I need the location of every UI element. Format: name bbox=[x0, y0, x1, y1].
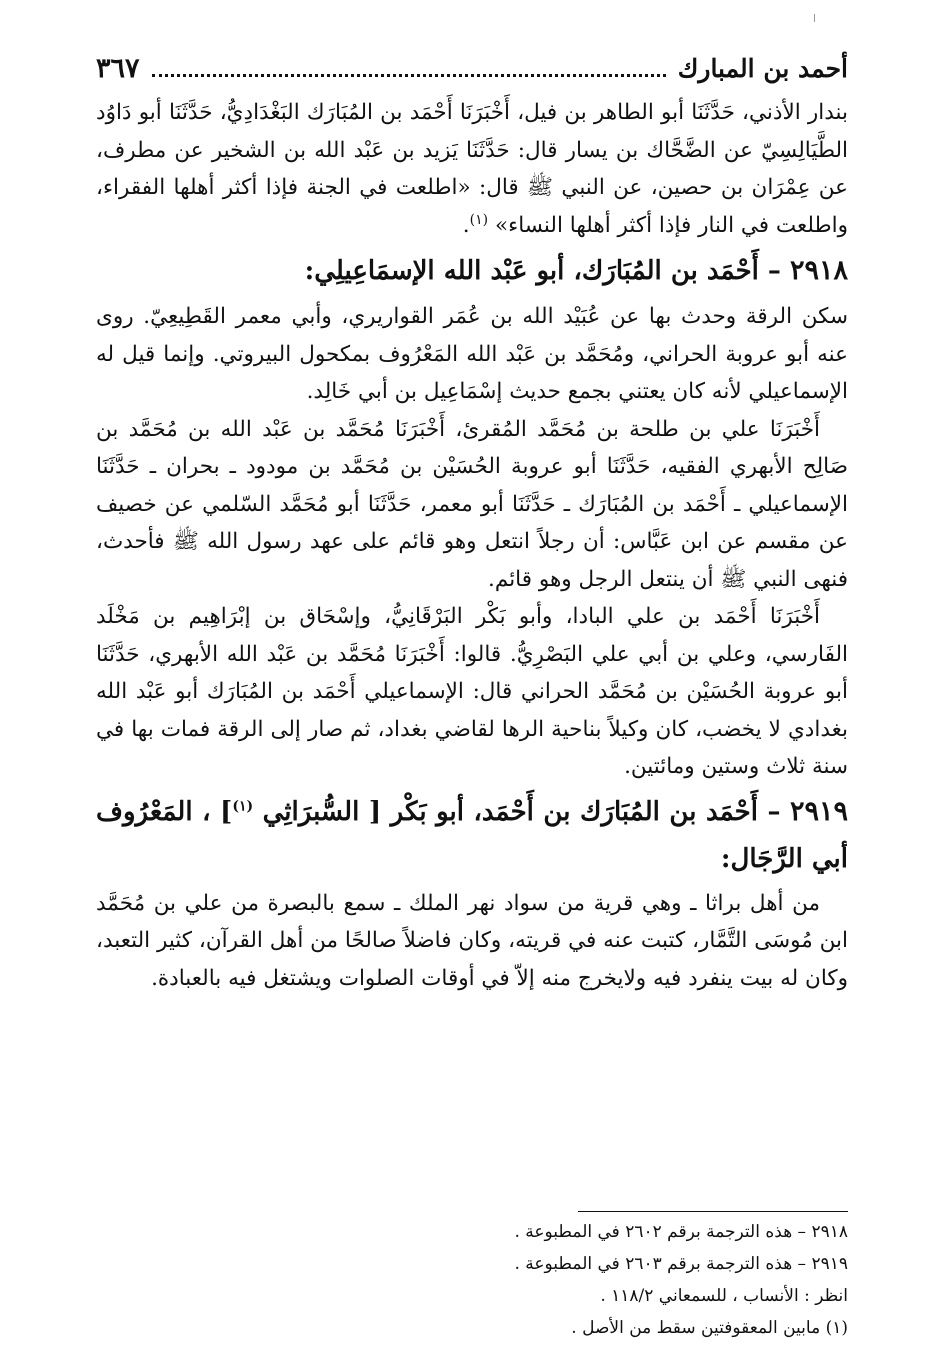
entry-2918-paragraph-2: أَخْبَرَنَا علي بن طلحة بن مُحَمَّد المُقرئ، أَخْبَرَنَا مُحَمَّد بن عَبْد الله بن مُحَمَّد بن صَالِح الأبهري الفقيه، حَدَّثَنَا أبو عروبة الحُسَيْن بن مُحَمَّد بن مودود ـ بحران ـ حَدَّثَنَا الإسماعيلي ـ أَحْمَد بن المُبَارَك ـ حَدَّثَنَا أبو معمر، حَدَّثَنَا أبو مُحَمَّد السّلمي عن خصيف عن مقسم عن ابن عَبَّاس: أن رجلاً انتعل وهو قائم على عهد رسول الله ﷺ فأحدث، فنهى النبي ﷺ أن ينتعل الرجل وهو قائم. bbox=[96, 416, 848, 592]
footnote-divider bbox=[578, 1211, 848, 1212]
entry-2918-paragraph-1: سكن الرقة وحدث بها عن عُبَيْد الله بن عُمَر القواريري، وأبي معمر القَطِيعِيّ. روى عنه أبو عروبة الحراني، ومُحَمَّد بن عَبْد الله المَعْرُوف بمكحول البيروتي. وإنما قيل له الإسماعيلي لأنه كان يعتني بجمع حديث إسْمَاعِيل بن أبي خَالِد. bbox=[96, 304, 848, 404]
footnote-ref: (١) bbox=[469, 211, 489, 228]
running-header bbox=[96, 48, 848, 88]
entry-2918-paragraph-3: أَخْبَرَنَا أَحْمَد بن علي البادا، وأبو بَكْر البَرْقَانِيُّ، وإسْحَاق بن إبْرَاهِيم بن مَخْلَد الفَارسي، وعلي بن أبي علي البَصْرِيُّ. قالوا: أَخْبَرَنَا مُحَمَّد بن عَبْد الله الأبهري، حَدَّثَنَا أبو عروبة الحُسَيْن بن مُحَمَّد الحراني قال: الإسماعيلي أَحْمَد بن المُبَارَك أبو عَبْد الله بغدادي لا يخضب، كان وكيلاً بناحية الرها لقاضي بغداد، ثم صار إلى الرقة فمات بها في سنة ثلاث وستين ومائتين. bbox=[96, 604, 848, 779]
entry-title-part-b: ] ، المَعْرُوف أبي الرَّجَال: bbox=[96, 796, 848, 874]
main-text bbox=[96, 94, 848, 997]
entry-number: ٢٩١٨ bbox=[789, 255, 848, 286]
footnotes bbox=[96, 1216, 848, 1344]
header-dot-leader bbox=[152, 60, 666, 77]
entry-number: ٢٩١٩ bbox=[789, 795, 848, 827]
header-title: أحمد بن المبارك bbox=[677, 53, 848, 83]
footnote-line: ٢٩١٩ – هذه الترجمة برقم ٢٦٠٣ في المطبوعة . bbox=[514, 1254, 848, 1274]
intro-paragraph: بندار الأذني، حَدَّثَنَا أبو الطاهر بن فيل، أَخْبَرَنَا أَحْمَد بن المُبَارَك البَغْدَادِيُّ، حَدَّثَنَا أبو دَاوُد الطَّيَالِسِيّ عن الضَّحَّاك بن يسار قال: حَدَّثَنَا يَزيد بن عَبْد الله بن الشخير عن مطرف، عن عِمْرَان بن حصين، عن النبي ﷺ قال: «اطلعت في الجنة فإذا أكثر أهلها الفقراء، واطلعت في النار فإذا أكثر أهلها النساء» $^{(١)}$. bbox=[96, 100, 848, 238]
entry-2919-paragraph-1: من أهل براثا ـ وهي قرية من سواد نهر الملك ـ سمع بالبصرة من علي بن مُحَمَّد ابن مُوسَى التَّمَّار، كتبت عنه في قريته، وكان فاضلاً صالحًا من أهل القرآن، كثير التعبد، وكان له بيت ينفرد فيه ولايخرج منه إلاّ في أوقات الصلوات ويشتغل فيه بالعبادة. bbox=[96, 890, 848, 991]
entry-heading-2919 bbox=[96, 788, 848, 883]
intro-text: بندار الأذني، حَدَّثَنَا أبو الطاهر بن فيل، أَخْبَرَنَا أَحْمَد بن المُبَارَك البَغْدَادِيُّ، حَدَّثَنَا أبو دَاوُد الطَّيَالِسِيّ عن الضَّحَّاك بن يسار قال: حَدَّثَنَا يَزيد بن عَبْد الله بن الشخير عن مطرف، عن عِمْرَان بن حصين، عن النبي ﷺ قال: «اطلعت في الجنة فإذا أكثر أهلها الفقراء، واطلعت في النار فإذا أكثر أهلها النساء» bbox=[96, 100, 848, 238]
scan-mark bbox=[814, 14, 819, 22]
entry-heading-2918 bbox=[96, 246, 848, 296]
entry-title: – أَحْمَد بن المُبَارَك، أبو عَبْد الله الإسمَاعِيلِي: bbox=[304, 256, 790, 286]
entry-title-part-a: – أَحْمَد بن المُبَارَك بن أَحْمَد، أبو بَكْر [ السُّبرَاثِي bbox=[253, 796, 790, 827]
footnote-line: ٢٩١٨ – هذه الترجمة برقم ٢٦٠٢ في المطبوعة . bbox=[514, 1222, 848, 1242]
page-number: ٣٦٧ bbox=[96, 52, 140, 84]
footnote-line: انظر : الأنساب ، للسمعاني ١١٨/٢ . bbox=[600, 1286, 848, 1306]
footnote-line: (١) مابين المعقوفتين سقط من الأصل . bbox=[571, 1318, 848, 1338]
footnote-ref: (١) bbox=[232, 797, 254, 814]
